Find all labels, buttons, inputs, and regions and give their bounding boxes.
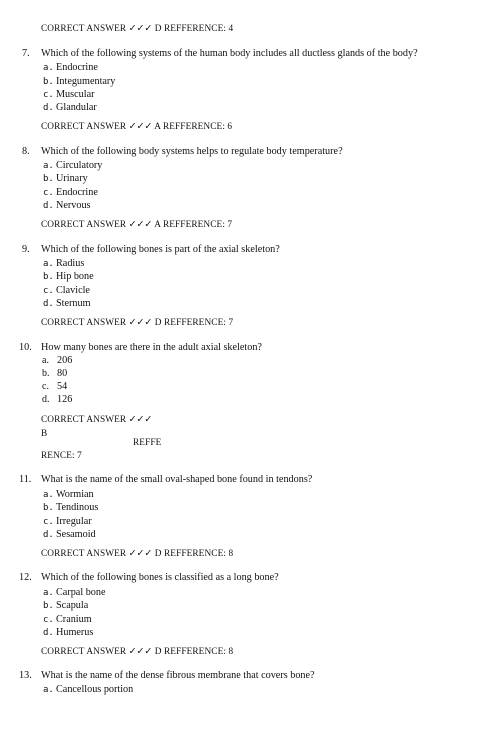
option-letter: a.	[43, 490, 54, 500]
option-letter: c.	[43, 90, 54, 100]
option-text: Endocrine	[56, 187, 98, 198]
question-13	[19, 670, 315, 682]
checkmark-icons: ✓✓✓	[128, 220, 153, 230]
answer-line	[41, 646, 233, 658]
question-text: What is the name of the small oval-shaped bone found in tendons?	[41, 474, 313, 485]
answer-letter: B	[41, 429, 48, 439]
option-text: Integumentary	[56, 76, 116, 87]
answer-line	[41, 23, 233, 35]
option-text: 206	[57, 355, 73, 366]
answer-reference: REFFERENCE: 4	[163, 24, 234, 34]
option-text: 80	[57, 368, 68, 379]
option-letter: b.	[42, 368, 50, 379]
answer-letter: A	[154, 122, 161, 132]
checkmark-icons: ✓✓✓	[128, 122, 153, 132]
question-text: What is the name of the dense fibrous membrane that covers bone?	[41, 670, 315, 681]
option-letter: d.	[43, 628, 54, 638]
option-letter: a.	[43, 685, 54, 695]
option-text: Muscular	[56, 89, 95, 100]
answer-reference: REFFERENCE: 6	[162, 122, 233, 132]
answer-reference: REFFERENCE: 7	[163, 318, 234, 328]
option	[43, 516, 92, 528]
answer-reference-part1: REFFE	[133, 438, 162, 448]
option-text: Sesamoid	[56, 529, 96, 540]
option-text: Scapula	[56, 600, 89, 611]
option	[43, 285, 90, 297]
question-number: 10.	[19, 342, 32, 353]
option-text: Circulatory	[56, 160, 103, 171]
answer-line	[41, 317, 233, 329]
option-letter: a.	[43, 588, 54, 598]
option-letter: b.	[43, 601, 54, 611]
checkmark-icons: ✓✓✓	[128, 415, 153, 425]
option	[43, 187, 98, 199]
option	[43, 298, 91, 310]
option-text: Nervous	[56, 200, 91, 211]
answer-letter: A	[154, 220, 161, 230]
option	[42, 394, 72, 406]
question-text: Which of the following bones is part of the axial skeleton?	[41, 244, 280, 255]
question-number: 12.	[19, 572, 32, 583]
checkmark-icons: ✓✓✓	[128, 24, 153, 34]
option	[43, 627, 93, 639]
answer-letter: D	[154, 549, 162, 559]
answer-reference: REFFERENCE: 8	[163, 647, 234, 657]
option-text: Glandular	[56, 102, 97, 113]
option-text: Irregular	[56, 516, 92, 527]
answer-prefix: CORRECT ANSWER	[41, 647, 127, 657]
answer-prefix: CORRECT ANSWER	[41, 24, 127, 34]
option	[43, 62, 98, 74]
option-letter: a.	[43, 161, 54, 171]
option-letter: b.	[43, 272, 54, 282]
option-text: Sternum	[56, 298, 91, 309]
option	[43, 600, 88, 612]
option-text: Cancellous portion	[56, 684, 134, 695]
checkmark-icons: ✓✓✓	[128, 647, 153, 657]
answer-reference-part2: RENCE: 7	[41, 451, 82, 461]
option-letter: d.	[43, 299, 54, 309]
option	[43, 614, 92, 626]
answer-letter: D	[154, 647, 162, 657]
question-number: 7.	[22, 48, 30, 59]
option-letter: c.	[43, 286, 54, 296]
answer-line	[41, 414, 152, 426]
option-letter: a.	[42, 355, 49, 366]
question-number: 13.	[19, 670, 32, 681]
answer-letter: D	[154, 318, 162, 328]
question-10	[19, 342, 262, 354]
answer-prefix: CORRECT ANSWER	[41, 220, 127, 230]
answer-reference: REFFERENCE: 7	[162, 220, 233, 230]
option-text: Humerus	[56, 627, 94, 638]
option-text: Carpal bone	[56, 587, 106, 598]
option	[43, 200, 91, 212]
option-text: Wormian	[56, 489, 94, 500]
question-number: 8.	[22, 146, 30, 157]
question-text: Which of the following body systems helps to regulate body temperature?	[41, 146, 343, 157]
option-letter: a.	[43, 63, 54, 73]
checkmark-icons: ✓✓✓	[128, 549, 153, 559]
option-letter: a.	[43, 259, 54, 269]
option-letter: c.	[43, 188, 54, 198]
option	[43, 587, 106, 599]
option-letter: b.	[43, 174, 54, 184]
question-7	[22, 48, 418, 60]
question-text: How many bones are there in the adult axial skeleton?	[41, 342, 262, 353]
question-text: Which of the following bones is classified as a long bone?	[41, 572, 279, 583]
option-text: Clavicle	[56, 285, 90, 296]
question-9	[22, 244, 280, 256]
answer-prefix: CORRECT ANSWER	[41, 318, 127, 328]
option	[43, 89, 94, 101]
option-text: 126	[57, 394, 73, 405]
question-text: Which of the following systems of the human body includes all ductless glands of the body?	[41, 48, 418, 59]
option-letter: b.	[43, 503, 54, 513]
option-text: 54	[57, 381, 68, 392]
option	[42, 368, 67, 380]
answer-prefix: CORRECT ANSWER	[41, 415, 127, 425]
answer-line	[41, 219, 232, 231]
option-text: Cranium	[56, 614, 92, 625]
option-text: Radius	[56, 258, 85, 269]
option	[43, 76, 115, 88]
option	[43, 271, 94, 283]
option-text: Urinary	[56, 173, 88, 184]
checkmark-icons: ✓✓✓	[128, 318, 153, 328]
question-12	[19, 572, 279, 584]
answer-prefix: CORRECT ANSWER	[41, 549, 127, 559]
option	[43, 258, 84, 270]
option-letter: d.	[42, 394, 50, 405]
option-letter: d.	[43, 103, 54, 113]
answer-letter: D	[154, 24, 162, 34]
option-text: Tendinous	[56, 502, 99, 513]
option	[43, 529, 96, 541]
option-text: Hip bone	[56, 271, 94, 282]
question-number: 11.	[19, 474, 32, 485]
question-8	[22, 146, 343, 158]
option	[43, 684, 133, 696]
option	[43, 160, 102, 172]
option-text: Endocrine	[56, 62, 98, 73]
answer-line	[41, 548, 233, 560]
answer-prefix: CORRECT ANSWER	[41, 122, 127, 132]
option-letter: c.	[43, 615, 54, 625]
option	[42, 355, 72, 367]
option-letter: c.	[42, 381, 49, 392]
option-letter: d.	[43, 201, 54, 211]
option	[42, 381, 67, 393]
option	[43, 102, 97, 114]
option	[43, 502, 98, 514]
option	[43, 489, 94, 501]
option-letter: c.	[43, 517, 54, 527]
question-number: 9.	[22, 244, 30, 255]
option	[43, 173, 88, 185]
answer-line	[41, 121, 232, 133]
question-11	[19, 474, 312, 486]
option-letter: b.	[43, 77, 54, 87]
answer-reference: REFFERENCE: 8	[163, 549, 234, 559]
option-letter: d.	[43, 530, 54, 540]
